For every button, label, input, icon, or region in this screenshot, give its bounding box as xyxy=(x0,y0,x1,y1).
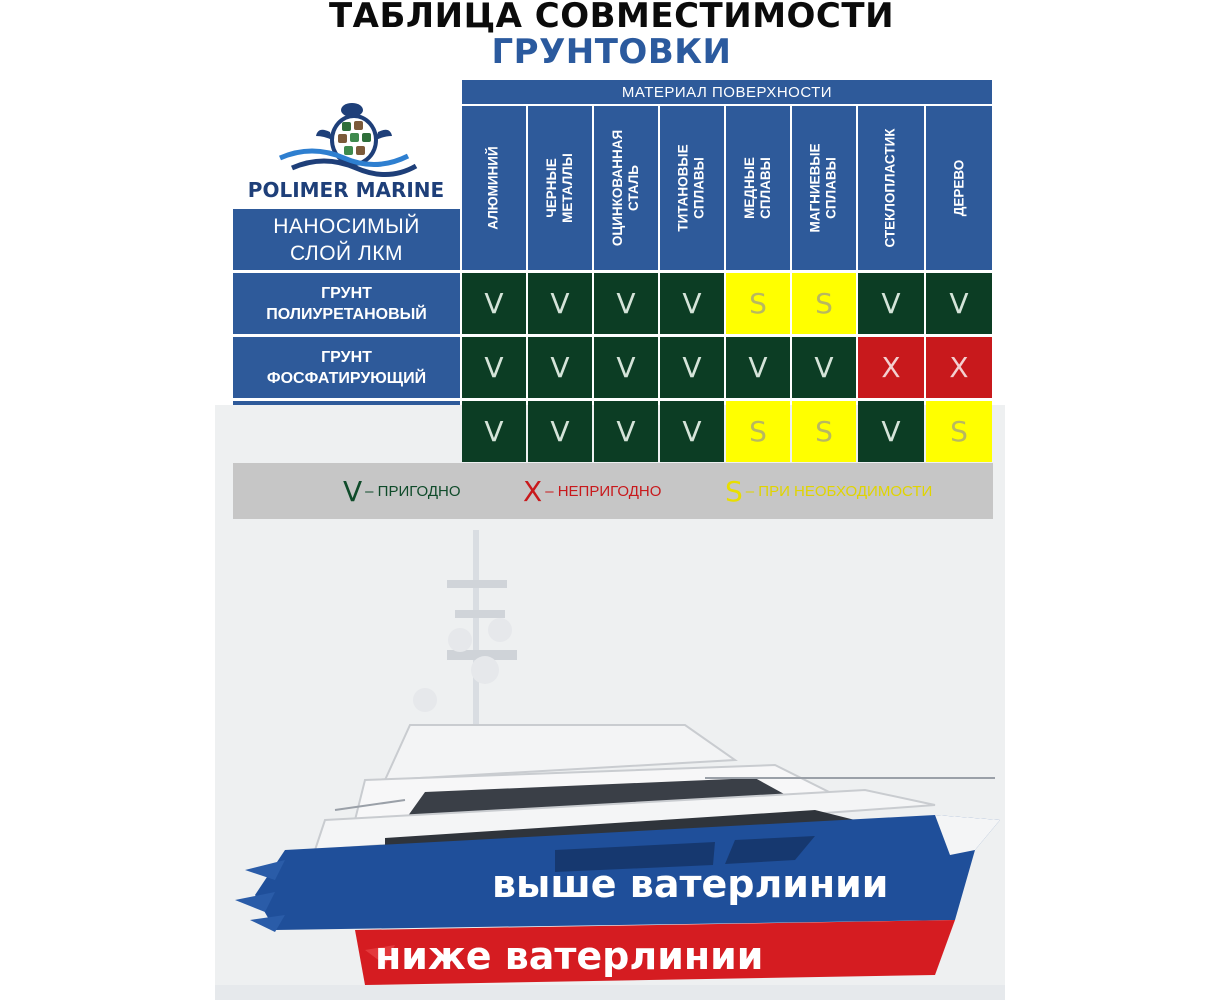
legend-item-if-needed xyxy=(725,463,932,519)
header-group-material xyxy=(462,80,992,104)
column-header-galvanized-steel: ОЦИНКОВАННАЯ СТАЛЬ xyxy=(594,106,658,270)
compat-cell: V xyxy=(462,273,526,334)
compat-cell: V xyxy=(792,337,856,398)
compat-cell: V xyxy=(594,401,658,462)
row-header-phosphating-primer: ГРУНТ ФОСФАТИРУЮЩИЙ xyxy=(233,337,460,398)
corner-label: НАНОСИМЫЙ СЛОЙ ЛКМ xyxy=(233,209,460,270)
column-header-ferrous-metals: ЧЕРНЫЕ МЕТАЛЛЫ xyxy=(528,106,592,270)
compat-cell: V xyxy=(528,401,592,462)
column-header-aluminium: АЛЮМИНИЙ xyxy=(462,106,526,270)
column-header-titanium-alloys: ТИТАНОВЫЕ СПЛАВЫ xyxy=(660,106,724,270)
legend-label-unsuitable: – НЕПРИГОДНО xyxy=(545,482,662,500)
legend-symbol-suitable: V xyxy=(343,474,363,508)
compat-cell: V xyxy=(660,337,724,398)
below-waterline-label: ниже ватерлинии xyxy=(375,934,764,978)
legend-item-unsuitable xyxy=(523,463,661,519)
compat-cell: V xyxy=(660,273,724,334)
compat-cell: V xyxy=(594,273,658,334)
compat-cell: V xyxy=(926,273,992,334)
turtle-logo-icon xyxy=(232,96,460,182)
brand-name: POLIMER MARINE xyxy=(247,178,445,202)
compat-cell: S xyxy=(792,401,856,462)
yacht-illustration xyxy=(215,520,1005,1000)
compat-cell: V xyxy=(528,273,592,334)
column-header-fiberglass: СТЕКЛОПЛАСТИК xyxy=(858,106,924,270)
legend xyxy=(233,463,993,519)
compat-cell: X xyxy=(926,337,992,398)
column-header-copper-alloys: МЕДНЫЕ СПЛАВЫ xyxy=(726,106,790,270)
legend-symbol-if-needed: S xyxy=(725,474,743,508)
compat-cell: V xyxy=(858,273,924,334)
compat-cell: V xyxy=(528,337,592,398)
row-header-polyurethane-primer: ГРУНТ ПОЛИУРЕТАНОВЫЙ xyxy=(233,273,460,334)
column-header-magnesium-alloys: МАГНИЕВЫЕ СПЛАВЫ xyxy=(792,106,856,270)
page-title: ТАБЛИЦА СОВМЕСТИМОСТИ xyxy=(328,0,895,36)
compat-cell: S xyxy=(726,401,790,462)
legend-symbol-unsuitable: X xyxy=(523,474,543,508)
compat-cell: V xyxy=(660,401,724,462)
compat-cell: S xyxy=(926,401,992,462)
compat-cell: V xyxy=(594,337,658,398)
legend-label-if-needed: – ПРИ НЕОБХОДИМОСТИ xyxy=(745,482,933,500)
column-header-wood: ДЕРЕВО xyxy=(926,106,992,270)
above-waterline-label: выше ватерлинии xyxy=(492,862,889,906)
header-group-label: МАТЕРИАЛ ПОВЕРХНОСТИ xyxy=(621,83,833,101)
compat-cell: S xyxy=(792,273,856,334)
brand-logo xyxy=(232,96,460,206)
compat-cell: V xyxy=(726,337,790,398)
compat-cell: V xyxy=(462,337,526,398)
compat-cell: X xyxy=(858,337,924,398)
compat-cell: S xyxy=(726,273,790,334)
compat-cell: V xyxy=(462,401,526,462)
page-subtitle: ГРУНТОВКИ xyxy=(491,32,732,72)
legend-item-suitable xyxy=(343,463,461,519)
compat-cell: V xyxy=(858,401,924,462)
legend-label-suitable: – ПРИГОДНО xyxy=(365,482,461,500)
